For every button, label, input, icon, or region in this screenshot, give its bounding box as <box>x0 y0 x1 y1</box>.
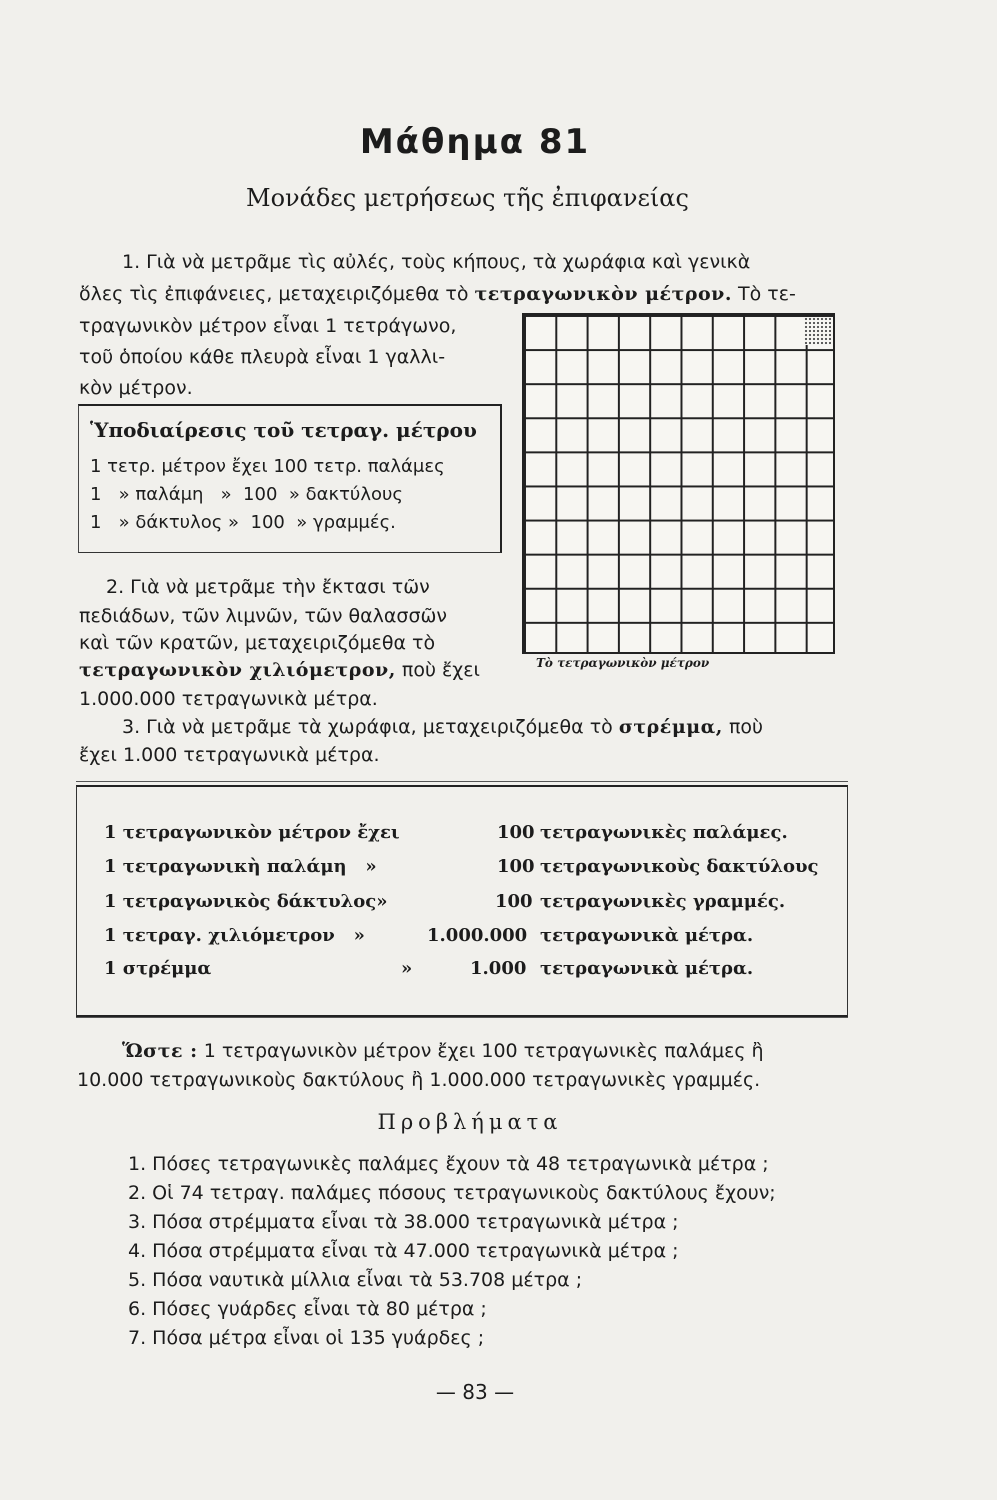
table-row-right: τετραγωνικὲς γραμμές. <box>540 891 786 912</box>
table-row-right: τετραγωνικὰ μέτρα. <box>540 958 754 979</box>
section1-line3: τραγωνικὸν μέτρον εἶναι 1 τετράγωνο, <box>79 315 457 337</box>
section2-line1: 2. Γιὰ νὰ μετρᾶμε τὴν ἔκτασι τῶν <box>106 576 430 598</box>
conclusion-line1 <box>122 1035 764 1067</box>
section1-line2-end: Τὸ τε- <box>738 283 796 305</box>
section1-line1: 1. Γιὰ νὰ μετρᾶμε τὶς αὐλές, τοὺς κήπους, τὰ χωράφια καὶ γενικὰ <box>122 251 751 273</box>
section2-line2: πεδιάδων, τῶν λιμνῶν, τῶν θαλασσῶν <box>79 605 448 627</box>
table-row-right: τετραγωνικοὺς δακτύλους <box>540 856 819 877</box>
table-row-left: 1 τετραγωνικὸς δάκτυλος» <box>104 891 388 912</box>
section2-line4-end: ποὺ ἔχει <box>401 659 480 681</box>
table-row-left: 1 τετραγ. χιλιόμετρον » <box>104 925 365 946</box>
lesson-subtitle: Μονάδες μετρήσεως τῆς ἐπιφανείας <box>246 184 689 212</box>
dotted-square-decimeter <box>804 317 831 345</box>
table-row-left: 1 τετραγωνικὴ παλάμη » <box>104 856 377 877</box>
table-row-right: τετραγωνικὲς παλάμες. <box>540 822 788 843</box>
section1-line2-text: ὅλες τὶς ἐπιφάνειες, μεταχειριζόμεθα τὸ <box>79 283 469 305</box>
table-row-left: 1 στρέμμα <box>104 958 212 979</box>
table-row-amount: 100 <box>497 856 535 877</box>
term-square-kilometer: τετραγωνικὸν χιλιόμετρον, <box>79 659 396 681</box>
lesson-title: Μάθημα 81 <box>359 122 591 162</box>
term-square-meter: τετραγωνικὸν μέτρον. <box>474 283 732 305</box>
problem-item: 4. Πόσα στρέμματα εἶναι τὰ 47.000 τετραγωνικὰ μέτρα ; <box>128 1240 679 1262</box>
conclusion-label: Ὥστε : <box>122 1040 198 1062</box>
conclusion-text: 1 τετραγωνικὸν μέτρον ἔχει 100 τετραγωνικὲς παλάμες ἢ <box>203 1040 764 1062</box>
section1-line4: τοῦ ὁποίου κάθε πλευρὰ εἶναι 1 γαλλι- <box>79 346 446 368</box>
table-rule-top <box>76 781 848 782</box>
problems-heading: Προβλήματα <box>377 1110 563 1134</box>
page-number: — 83 — <box>435 1380 515 1404</box>
conclusion-line2: 10.000 τετραγωνικοὺς δακτύλους ἢ 1.000.000 τετραγωνικὲς γραμμές. <box>77 1069 761 1091</box>
problem-item: 6. Πόσες γυάρδες εἶναι τὰ 80 μέτρα ; <box>128 1298 487 1320</box>
section2-line3: καὶ τῶν κρατῶν, μεταχειριζόμεθα τὸ <box>79 632 436 654</box>
subdivision-title: Ὑποδιαίρεσις τοῦ τετραγ. μέτρου <box>90 418 477 442</box>
problem-item: 5. Πόσα ναυτικὰ μίλλια εἶναι τὰ 53.708 μέτρα ; <box>128 1269 583 1291</box>
table-row-amount: 100 <box>495 891 533 912</box>
table-row-ditto: » <box>401 958 413 979</box>
section2-line4 <box>79 654 480 686</box>
section1-line5: κὸν μέτρον. <box>79 377 193 399</box>
term-stremma: στρέμμα, <box>618 716 723 738</box>
table-row-left: 1 τετραγωνικὸν μέτρον ἔχει <box>104 822 400 843</box>
table-row-amount: 100 <box>497 822 535 843</box>
table-row-amount: 1.000.000 <box>427 925 528 946</box>
subdivision-row: 1 » παλάμη » 100 » δακτύλους <box>90 484 403 505</box>
problem-item: 2. Οἱ 74 τετραγ. παλάμες πόσους τετραγωνικοὺς δακτύλους ἔχουν; <box>128 1182 776 1204</box>
section3-line2: ἔχει 1.000 τετραγωνικὰ μέτρα. <box>79 744 380 766</box>
table-row-right: τετραγωνικὰ μέτρα. <box>540 925 754 946</box>
table-row-amount: 1.000 <box>470 958 527 979</box>
grid-caption: Τὸ τετραγωνικὸν μέτρον <box>536 656 710 670</box>
subdivision-row: 1 » δάκτυλος » 100 » γραμμές. <box>90 512 396 533</box>
section3-line1-text: 3. Γιὰ νὰ μετρᾶμε τὰ χωράφια, μεταχειριζόμεθα τὸ <box>122 716 613 738</box>
square-meter-grid <box>522 313 835 654</box>
problem-item: 7. Πόσα μέτρα εἶναι οἱ 135 γυάρδες ; <box>128 1327 485 1349</box>
subdivision-row: 1 τετρ. μέτρον ἔχει 100 τετρ. παλάμες <box>90 456 445 477</box>
table-rule-bottom <box>76 1017 848 1018</box>
section3-line1-end: ποὺ <box>728 716 763 738</box>
problem-item: 1. Πόσες τετραγωνικὲς παλάμες ἔχουν τὰ 48 τετραγωνικὰ μέτρα ; <box>128 1153 769 1175</box>
section1-line2 <box>79 278 796 310</box>
section2-line5: 1.000.000 τετραγωνικὰ μέτρα. <box>79 688 378 710</box>
problem-item: 3. Πόσα στρέμματα εἶναι τὰ 38.000 τετραγωνικὰ μέτρα ; <box>128 1211 679 1233</box>
